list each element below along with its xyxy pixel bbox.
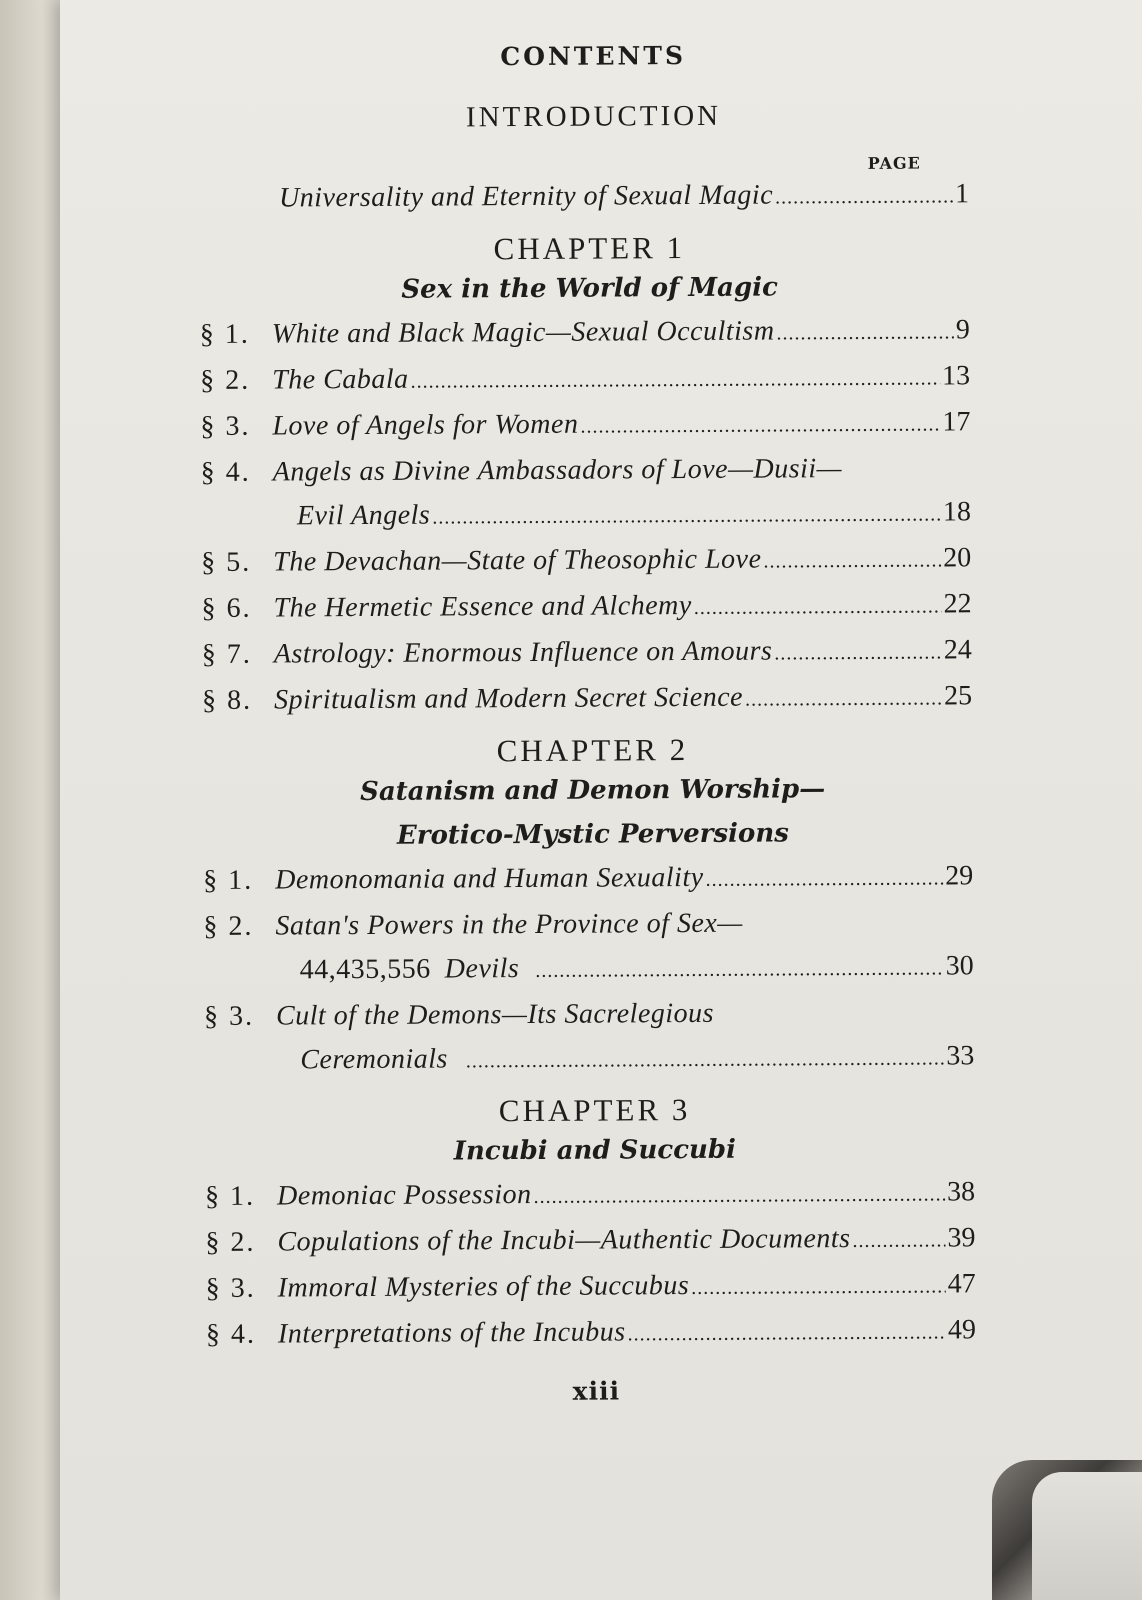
- leader-dots: [466, 1036, 945, 1083]
- table-of-contents: [198, 25, 976, 1408]
- entry-page: 38: [947, 1176, 976, 1208]
- toc-entry: [206, 1262, 976, 1313]
- section-number: § 6.: [201, 592, 252, 624]
- section-number: § 3.: [200, 410, 251, 442]
- entry-page: 1: [954, 178, 970, 210]
- section-number: § 8.: [202, 684, 253, 716]
- chapter-label: CHAPTER 1: [493, 230, 686, 267]
- toc-entry: [201, 446, 971, 495]
- entry-title: Love of Angels for Women: [272, 408, 579, 442]
- leader-dots: [706, 856, 944, 901]
- toc-entry: [201, 536, 971, 587]
- chapter-title: Satanism and Demon Worship—: [360, 774, 826, 808]
- chapter-label: CHAPTER 2: [496, 732, 689, 769]
- section-number: § 2.: [200, 364, 251, 396]
- entry-title: Demoniac Possession: [277, 1178, 532, 1212]
- toc-entry: [203, 854, 973, 905]
- entry-title-number: 44,435,556: [299, 953, 431, 986]
- entry-page: 17: [942, 406, 971, 438]
- chapter-title-line-2: Erotico-Mystic Perversions: [396, 818, 789, 851]
- section-number: § 1.: [199, 318, 250, 350]
- leader-dots: [432, 492, 941, 539]
- entry-page: 22: [943, 588, 972, 620]
- entry-page: 25: [943, 680, 973, 712]
- toc-entry-continuation: [204, 944, 974, 995]
- entry-title-continued: Evil Angels: [296, 499, 431, 532]
- leader-dots: [763, 538, 941, 583]
- entry-title: Interpretations of the Incubus: [277, 1316, 626, 1350]
- leader-dots: [580, 402, 940, 448]
- entry-page: 9: [955, 314, 970, 346]
- contents-heading: CONTENTS: [500, 41, 687, 72]
- section-number: § 3.: [205, 1272, 256, 1304]
- entry-title: Spiritualism and Modern Secret Science: [273, 681, 744, 716]
- leader-dots: [533, 1172, 945, 1219]
- section-number: § 1.: [203, 864, 254, 896]
- entry-title: Copulations of the Incubi—Authentic Documents: [277, 1223, 851, 1258]
- leader-dots: [627, 1310, 946, 1356]
- entry-title: Universality and Eternity of Sexual Magic: [278, 179, 774, 214]
- entry-title: Immoral Mysteries of the Succubus: [277, 1270, 690, 1304]
- entry-title-continued: Ceremonials: [300, 1043, 448, 1076]
- toc-entry-continuation: [204, 1034, 974, 1085]
- entry-title: The Hermetic Essence and Alchemy: [273, 589, 692, 624]
- toc-entry: [206, 1308, 976, 1359]
- entry-page: 49: [947, 1314, 977, 1346]
- chapter-label: CHAPTER 3: [498, 1092, 691, 1129]
- entry-title: White and Black Magic—Sexual Occultism: [271, 315, 775, 350]
- toc-entry: [200, 308, 970, 359]
- entry-title: Demonomania and Human Sexuality: [275, 861, 704, 896]
- toc-entry: [202, 628, 972, 679]
- chapter-title: Incubi and Succubi: [453, 1134, 737, 1167]
- leader-dots: [694, 584, 942, 630]
- section-number: § 5.: [201, 546, 252, 578]
- clip-highlight: [1032, 1472, 1142, 1600]
- entry-title: Angels as Divine Ambassadors of Love—Dusii—: [272, 453, 843, 488]
- toc-entry: [205, 1170, 975, 1221]
- entry-page: 47: [947, 1268, 976, 1300]
- leader-dots: [852, 1218, 945, 1263]
- toc-entry: [203, 900, 973, 949]
- leader-dots: [745, 676, 942, 721]
- entry-title: Satan's Powers in the Province of Sex—: [275, 907, 743, 942]
- toc-entry: [200, 354, 970, 405]
- leader-dots: [776, 310, 954, 355]
- entry-page: 29: [945, 860, 974, 892]
- book-page: [60, 0, 1142, 1600]
- entry-title: Astrology: Enormous Influence on Amours: [273, 635, 773, 670]
- introduction-heading: INTRODUCTION: [465, 99, 722, 134]
- entry-page: 20: [943, 542, 972, 574]
- toc-entry: [200, 400, 970, 451]
- section-number: § 1.: [205, 1180, 256, 1212]
- entry-page: 30: [945, 950, 974, 982]
- leader-dots: [775, 174, 953, 219]
- entry-page: 24: [943, 634, 972, 666]
- section-number: § 2.: [203, 910, 254, 942]
- entry-title: The Devachan—State of Theosophic Love: [273, 543, 762, 578]
- entry-title: Cult of the Demons—Its Sacrelegious: [275, 997, 715, 1032]
- entry-title-continued: Devils: [444, 953, 520, 985]
- toc-entry: [202, 674, 972, 725]
- leader-dots: [691, 1264, 946, 1310]
- page-column-label: PAGE: [867, 153, 921, 173]
- toc-entry-continuation: [201, 490, 971, 541]
- section-number: § 7.: [201, 638, 252, 670]
- intro-entry: [199, 172, 969, 223]
- leader-dots: [535, 946, 944, 992]
- leader-dots: [774, 630, 942, 675]
- entry-page: 13: [942, 360, 971, 392]
- entry-page: 39: [947, 1222, 976, 1254]
- toc-entry: [201, 582, 971, 633]
- leader-dots: [410, 356, 940, 403]
- section-number: § 2.: [205, 1226, 256, 1258]
- entry-title: The Cabala: [272, 363, 409, 396]
- section-number: § 3.: [203, 1000, 255, 1032]
- binder-clip: [992, 1460, 1142, 1600]
- toc-entry: [204, 990, 974, 1039]
- entry-page: 18: [942, 496, 972, 528]
- entry-page: 33: [946, 1040, 975, 1072]
- chapter-title: Sex in the World of Magic: [401, 272, 778, 305]
- section-number: § 4.: [205, 1318, 257, 1350]
- section-number: § 4.: [200, 456, 251, 488]
- folio-page-number: xiii: [572, 1376, 621, 1406]
- toc-entry: [205, 1216, 975, 1267]
